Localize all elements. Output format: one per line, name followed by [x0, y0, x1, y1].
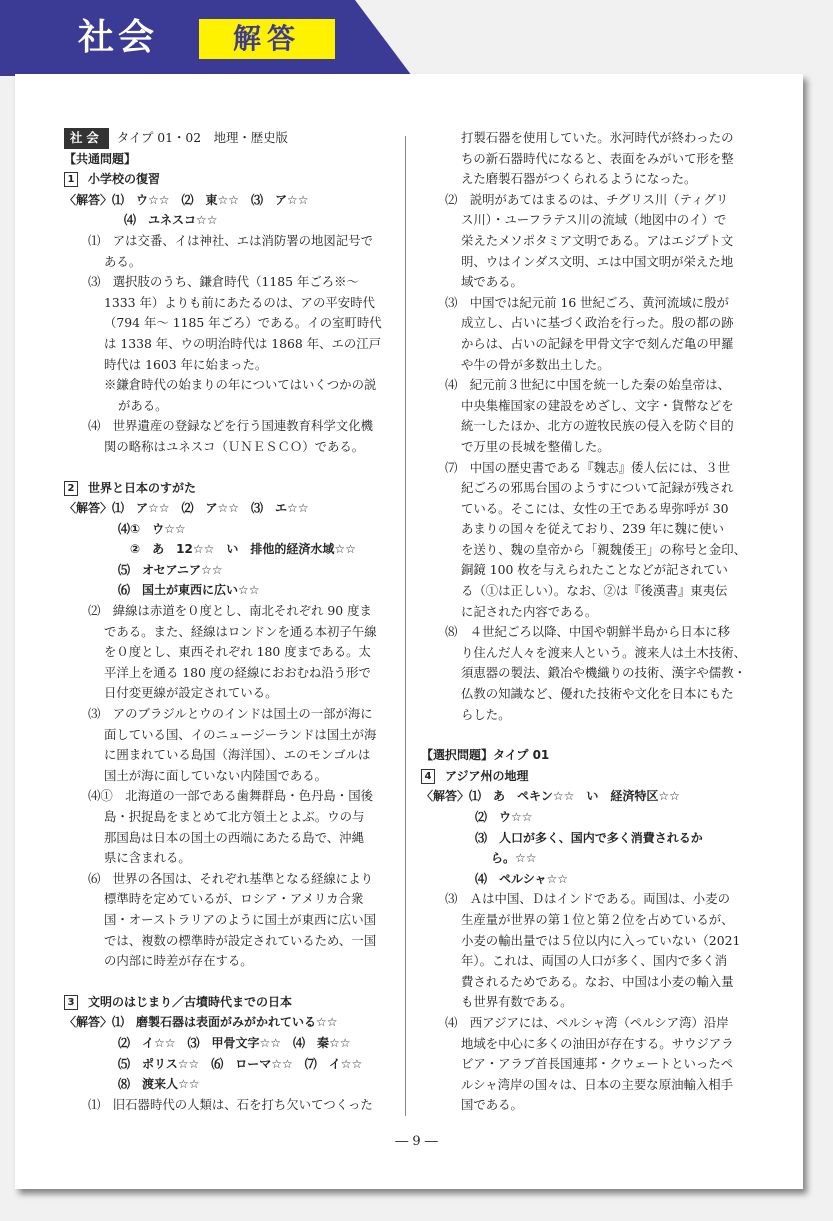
question-title: 文明のはじまり／古墳時代までの日本 — [88, 994, 293, 1009]
column-divider — [405, 136, 406, 1116]
explanation-line: ⑻ ４世紀ごろ以降、中国や朝鮮半島から日本に移 — [445, 624, 730, 640]
explanation-line: ルシャ湾岸の国々は、日本の主要な原油輸入相手 — [461, 1076, 734, 1092]
explanation-line: ⑺ 中国の歴史書である『魏志』倭人伝には、３世 — [445, 459, 730, 475]
explanation-line: 銅鏡 100 枚を与えられたことなどが記されてい — [461, 562, 728, 578]
explanation-line: 生産量が世界の第１位と第２位を占めているが、 — [461, 911, 734, 927]
explanation-line: 費されるためである。なお、中国は小麦の輸入量 — [461, 973, 734, 989]
explanation-line: からは、占いの記録を甲骨文字で刻んだ亀の甲羅 — [461, 335, 734, 351]
explanation-line: ⑵ 説明があてはまるのは、チグリス川（ティグリ — [445, 191, 729, 207]
explanation-line: 成立し、占いに基づく政治を行った。殷の都の跡 — [461, 315, 734, 331]
subject-heading — [64, 128, 396, 149]
section-gap — [64, 972, 396, 992]
explanation-line: である。また、経線はロンドンを通る本初子午線 — [104, 623, 377, 639]
question-title: 小学校の復習 — [88, 172, 161, 187]
explanation-line: 関の略称はユネスコ（ＵＮＥＳＣＯ）である。 — [104, 438, 365, 454]
left-column — [64, 128, 396, 1115]
explanation-line: ※鎌倉時代の始まりの年についてはいくつかの説 — [104, 377, 377, 393]
explanation-line: 須恵器の製法、鍛冶や機織りの技術、漢字や儒教・ — [461, 665, 746, 681]
question-title: 世界と日本のすがた — [88, 480, 197, 495]
explanation-line: 平洋上を通る 180 度の経線におおむね沿う形で — [104, 664, 371, 680]
answer-line: ⑷ ユネスコ☆☆ — [124, 213, 218, 228]
explanation-line: 国である。 — [461, 1097, 523, 1113]
explanation-line: 打製石器を使用していた。氷河時代が終わったの — [461, 130, 734, 145]
explanation-line: 紀ごろの邪馬台国のようすについて記録が残され — [461, 480, 734, 496]
question-number: 3 — [64, 995, 78, 1010]
explanation-line: 地域を中心に多くの油田が存在する。サウジアラ — [461, 1035, 734, 1051]
answer-line: ② あ 12☆☆ い 排他的経済水域☆☆ — [130, 542, 356, 557]
question-number: 1 — [64, 172, 78, 187]
question-number: 4 — [421, 769, 435, 784]
type-label: タイプ 01・02 地理・歴史版 — [116, 130, 288, 145]
explanation-line: がある。 — [118, 397, 168, 413]
section-gap — [64, 458, 396, 478]
question-heading — [64, 169, 396, 190]
answer-badge: 解答 — [199, 19, 335, 59]
answer-line: ⑸ オセアニア☆☆ — [118, 562, 223, 577]
explanation-line: を送り、魏の皇帝から「親魏倭王」の称号と金印、 — [461, 541, 746, 557]
question-heading — [421, 766, 759, 787]
explanation-line: ⑷① 北海道の一部である歯舞群島・色丹島・国後 — [88, 788, 373, 804]
explanation-line: ちの新石器時代になると、表面をみがいて形を整 — [461, 150, 734, 166]
question-heading — [64, 992, 396, 1013]
page-number: ― 9 ― — [395, 1134, 438, 1149]
answer-line: ⑵ ウ☆☆ — [475, 810, 533, 824]
answer-line: 〈解答〉⑴ あ ペキン☆☆ い 経済特区☆☆ — [421, 789, 680, 804]
answer-line: ⑸ ポリス☆☆ ⑹ ローマ☆☆ ⑺ イ☆☆ — [118, 1056, 363, 1071]
answer-line: 〈解答〉⑴ ア☆☆ ⑵ ア☆☆ ⑶ エ☆☆ — [64, 501, 309, 516]
answer-line: ⑷① ウ☆☆ — [118, 521, 186, 536]
explanation-line: ⑷ 西アジアには、ペルシャ湾（ペルシア湾）沿岸 — [445, 1014, 729, 1030]
explanation-line: 仏教の知識など、優れた技術や文化を日本にもた — [461, 686, 734, 702]
subject-title: 社会 — [78, 17, 159, 58]
explanation-line: は 1338 年、ウの明治時代は 1868 年、エの江戸 — [104, 335, 382, 351]
explanation-line: 1333 年）よりも前にあたるのは、アの平安時代 — [104, 294, 375, 310]
explanation-line: ⑴ 旧石器時代の人類は、石を打ち欠いてつくった — [88, 1096, 373, 1112]
explanation-line: 明、ウはインダス文明、エは中国文明が栄えた地 — [461, 253, 734, 269]
right-column — [421, 128, 759, 1116]
explanation-line: も世界有数である。 — [461, 994, 573, 1010]
explanation-line: や牛の骨が多数出土した。 — [461, 356, 610, 372]
explanation-line: の内部に時差が存在する。 — [104, 953, 253, 969]
explanation-line: り住んだ人々を渡来人という。渡来人は土木技術、 — [461, 644, 746, 660]
answer-line: ⑻ 渡来人☆☆ — [118, 1077, 200, 1092]
explanation-line: では、複数の標準時が設定されているため、一国 — [104, 932, 377, 948]
answer-line: ら。☆☆ — [491, 851, 537, 866]
section-gap — [421, 725, 759, 745]
answer-line: 〈解答〉⑴ ウ☆☆ ⑵ 東☆☆ ⑶ ア☆☆ — [64, 192, 309, 207]
explanation-line: る（①は正しい）。なお、②は『後漢書』東夷伝 — [461, 583, 728, 599]
explanation-line: ⑶ 選択肢のうち、鎌倉時代（1185 年ごろ※～ — [88, 274, 359, 290]
explanation-line: 那国島は日本の国土の西端にあたる島で、沖縄 — [104, 829, 364, 845]
question-title: アジア州の地理 — [445, 768, 529, 783]
explanation-line: 小麦の輸出量では５位以内に入っていない（2021 — [461, 932, 741, 948]
section-heading: 【共通問題】 — [64, 151, 137, 166]
explanation-line: ⑷ 紀元前３世紀に中国を統一した秦の始皇帝は、 — [445, 377, 730, 393]
answer-line: ⑶ 人口が多く、国内で多く消費されるか — [475, 830, 703, 845]
explanation-line: 時代は 1603 年に始まった。 — [104, 356, 268, 372]
explanation-line: 島・択捉島をまとめて北方領土とよぶ。ウの与 — [104, 809, 365, 824]
explanation-line: ⑹ 世界の各国は、それぞれ基準となる経線により — [88, 870, 373, 886]
explanation-line: えた磨製石器がつくられるようになった。 — [461, 171, 697, 187]
explanation-line: ⑶ 中国では紀元前 16 世紀ごろ、黄河流域に殷が — [445, 294, 729, 310]
explanation-line: ている。そこには、女性の王である卑弥呼が 30 — [461, 500, 729, 516]
explanation-line: 国土が海に面していない内陸国である。 — [104, 767, 328, 783]
explanation-line: あまりの国々を従えており、239 年に魏に使い — [461, 521, 725, 537]
explanation-line: 統一したほか、北方の遊牧民族の侵入を防ぐ目的 — [461, 418, 734, 434]
explanation-line: ビア・アラブ首長国連邦・クウェートといったペ — [461, 1056, 734, 1072]
explanation-line: 栄えたメソポタミア文明である。アはエジプト文 — [461, 232, 734, 248]
explanation-line: 標準時を定めているが、ロシア・アメリカ合衆 — [104, 891, 364, 907]
explanation-line: 日付変更線が設定されている。 — [104, 685, 278, 701]
explanation-line: ⑶ アのブラジルとウのインドは国土の一部が海に — [88, 706, 373, 722]
answer-line: ⑷ ペルシャ☆☆ — [475, 871, 568, 886]
explanation-line: ス川）・ユーフラテス川の流域（地図中のイ）で — [461, 212, 727, 228]
explanation-line: 国・オーストラリアのように国土が東西に広い国 — [104, 911, 376, 927]
explanation-line: （794 年～ 1185 年ごろ）である。イの室町時代 — [104, 315, 382, 331]
explanation-line: ⑴ アは交番、イは神社、エは消防署の地図記号で — [88, 232, 373, 248]
answer-line: ⑹ 国土が東西に広い☆☆ — [118, 583, 260, 598]
explanation-line: 県に含まれる。 — [104, 850, 191, 866]
answer-line: ⑵ イ☆☆ ⑶ 甲骨文字☆☆ ⑷ 秦☆☆ — [118, 1035, 351, 1050]
answer-line: 〈解答〉⑴ 磨製石器は表面がみがかれている☆☆ — [64, 1015, 338, 1030]
section-heading: 【選択問題】タイプ 01 — [421, 748, 550, 763]
explanation-line: 中央集権国家の建設をめざし、文字・貨幣などを — [461, 397, 734, 413]
explanation-line: 面している国、イのニュージーランドは国土が海 — [104, 726, 377, 742]
explanation-line: を０度とし、東西それぞれ 180 度まである。太 — [104, 644, 371, 660]
explanation-line: ⑶ Ａは中国、Ｄはインドである。両国は、小麦の — [445, 891, 730, 907]
question-number: 2 — [64, 481, 78, 496]
explanation-line: ⑷ 世界遺産の登録などを行う国連教育科学文化機 — [88, 418, 373, 434]
explanation-line: 域である。 — [461, 274, 523, 290]
explanation-line: ⑵ 緯線は赤道を０度とし、南北それぞれ 90 度ま — [88, 603, 372, 619]
question-heading — [64, 478, 396, 499]
explanation-line: で万里の長城を整備した。 — [461, 438, 610, 454]
explanation-line: に記された内容である。 — [461, 603, 598, 619]
explanation-line: ある。 — [104, 253, 142, 269]
explanation-line: 年）。これは、両国の人口が多く、国内で多く消 — [461, 953, 728, 969]
explanation-line: らした。 — [461, 706, 511, 722]
explanation-line: に囲まれている島国（海洋国）、エのモンゴルは — [104, 747, 371, 763]
subject-tag: 社会 — [64, 128, 109, 149]
